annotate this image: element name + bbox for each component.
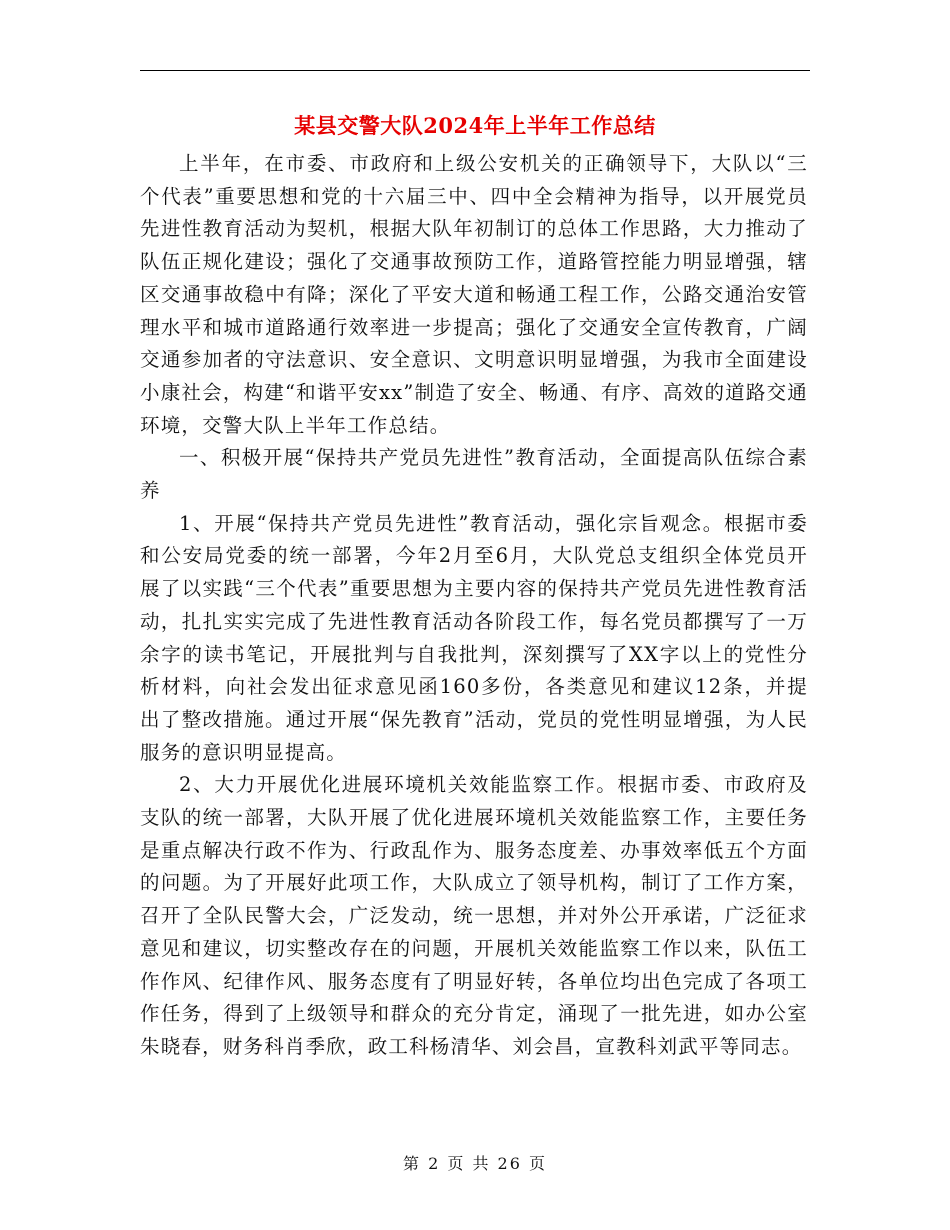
paragraph-intro: 上半年，在市委、市政府和上级公安机关的正确领导下，大队以“三个代表”重要思想和党的十六届三中、四中全会精神为指导，以开展党员先进性教育活动为契机，根据大队年初制订的总体工作思路，大力推动了队伍正规化建设；强化了交通事故预防工作，道路管控能力明显增强，辖区交通事故稳中有降；深化了平安大道和畅通工程工作，公路交通治安管理水平和城市道路通行效率进一步提高；强化了交通安全宣传教育，广阔交通参加者的守法意识、安全意识、文明意识明显增强，为我市全面建设小康社会，构建“和谐平安xx”制造了安全、畅通、有序、高效的道路交通环境，交警大队上半年工作总结。 bbox=[140, 152, 808, 437]
paragraph-item-2: 2、大力开展优化进展环境机关效能监察工作。根据市委、市政府及支队的统一部署，大队开展了优化进展环境机关效能监察工作，主要任务是重点解决行政不作为、行政乱作为、服务态度差、办事效率低五个方面的问题。为了开展好此项工作，大队成立了领导机构，制订了工作方案，召开了全队民警大会，广泛发动，统一思想，并对外公开承诺，广泛征求意见和建议，切实整改存在的问题，开展机关效能监察工作以来，队伍工作作风、纪律作风、服务态度有了明显好转，各单位均出色完成了各项工作任务，得到了上级领导和群众的充分肯定，涌现了一批先进，如办公室朱晓春，财务科肖季欣，政工科杨清华、刘会昌，宣教科刘武平等同志。 bbox=[140, 773, 808, 1058]
page-number: 第 2 页 共 26 页 bbox=[403, 1154, 547, 1173]
header-rule bbox=[140, 70, 810, 71]
paragraph-item-1: 1、开展“保持共产党员先进性”教育活动，强化宗旨观念。根据市委和公安局党委的统一部署，今年2月至6月，大队党总支组织全体党员开展了以实践“三个代表”重要思想为主要内容的保持共产党员先进性教育活动，扎扎实实完成了先进性教育活动各阶段工作，每名党员都撰写了一万余字的读书笔记，开展批判与自我批判，深刻撰写了XX字以上的党性分析材料，向社会发出征求意见函160多份，各类意见和建议12条，并提出了整改措施。通过开展“保先教育”活动，党员的党性明显增强，为人民服务的意识明显提高。 bbox=[140, 511, 808, 764]
document-body bbox=[140, 148, 808, 1064]
document-title: 某县交警大队2024年上半年工作总结 bbox=[294, 113, 656, 138]
section-heading-1: 一、积极开展“保持共产党员先进性”教育活动，全面提高队伍综合素养 bbox=[140, 446, 808, 503]
